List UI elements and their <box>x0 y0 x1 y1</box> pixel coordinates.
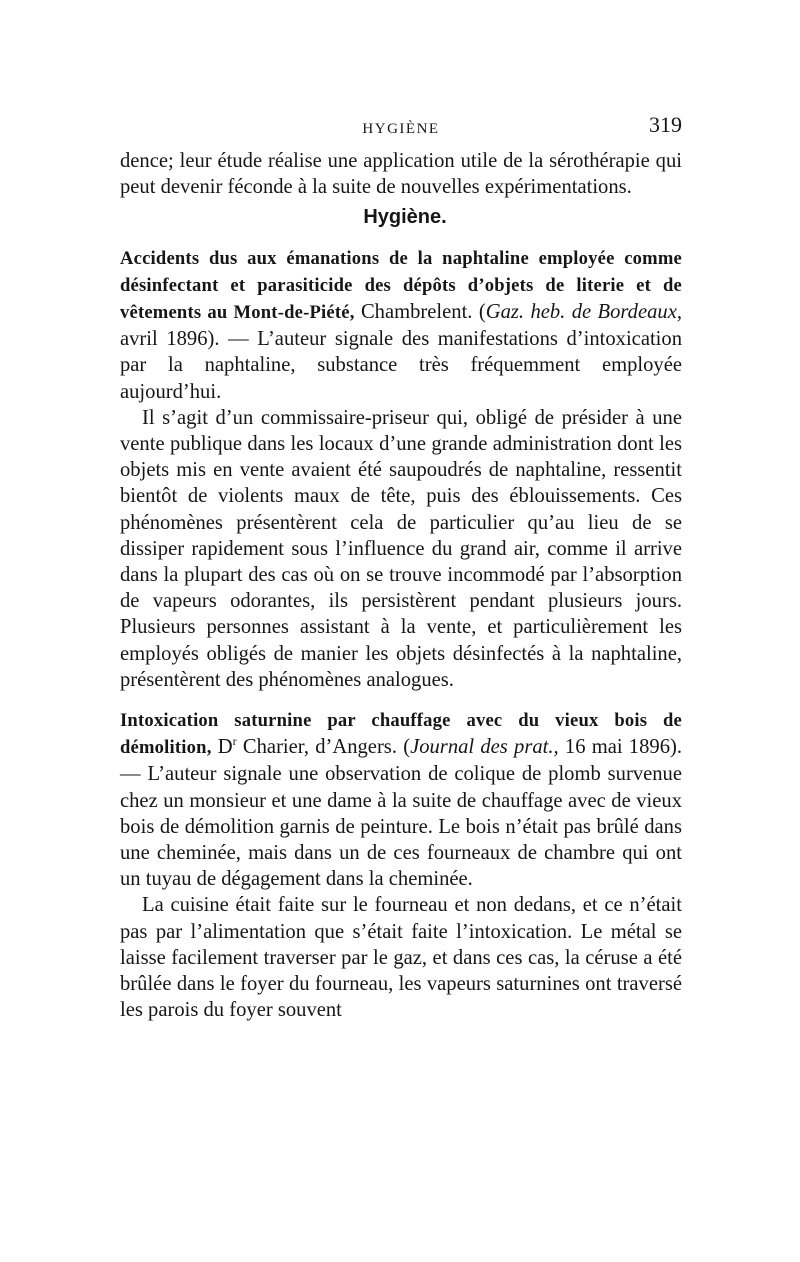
running-title: HYGIÈNE <box>362 121 440 137</box>
article-title: Accidents dus aux émanations de la naphtaline employée comme désinfectant et parasiticide des dépôts d’objets de literie et de vêtements au Mont-de-Piété, <box>120 247 682 324</box>
page-header <box>120 112 682 142</box>
article-naphtaline <box>120 245 682 405</box>
author-name: Charier, d’Angers. <box>236 736 397 759</box>
article-saturnine <box>120 707 682 892</box>
article-author: Chambrelent. <box>360 301 473 324</box>
source-journal: Gaz. heb. de Bordeaux, <box>485 301 682 324</box>
article-title: Intoxication saturnine par chauffage avec du vieux bois de démolition, <box>120 710 682 759</box>
continuation-paragraph: dence; leur étude réalise une application utile de la sérothérapie qui peut devenir féconde à la suite de nouvelles expérimentations. <box>120 150 682 199</box>
article-paragraph: La cuisine était faite sur le fourneau et non dedans, et ce n’était pas par l’alimentation que s’était faite l’intoxication. Le métal se laisse facilement traverser par le gaz, et dans ces cas, la céruse a été brûlée dans le foyer du fourneau, les vapeurs saturnines ont traversé les parois du foyer souvent <box>120 894 682 1022</box>
article-body: 16 mai 1896). — L’auteur signale une observation de colique de plomb survenue chez un monsieur et une dame à la suite de chauffage avec de vieux bois de démolition garnis de peinture. Le bois n’était pas brûlé dans une cheminée, mais dans un de ces fourneaux de chambre qui ont un tuyau de dégagement dans la cheminée. <box>120 736 683 891</box>
source-open-paren: ( <box>478 301 486 324</box>
section-title: Hygiène. <box>363 206 447 229</box>
source-journal: Journal des prat., <box>410 736 559 759</box>
article-paragraph: Il s’agit d’un commissaire-priseur qui, obligé de présider à une vente publique dans les locaux d’une grande administration dont les objets mis en vente avaient été saupoudrés de naphtaline, ressentit bientôt de violents maux de tête, puis des éblouissements. Ces phénomènes présentèrent cela de particulier qu’au lieu de se dissiper rapidement sous l’influence du grand air, comme il arrive dans la plupart des cas où on se trouve incommodé par l’absorption de vapeurs odorantes, ils persistèrent pendant plusieurs jours. Plusieurs personnes assistant à la vente, et particulièrement les employés obligés de manier les objets désinfectés à la naphtaline, présentèrent des phénomènes analogues. <box>120 406 682 691</box>
article-body: avril 1896). — L’auteur signale des manifestations d’intoxication par la naphtaline, substance très fréquemment employée aujourd’hui. <box>120 328 682 403</box>
author-prefix: D <box>217 736 233 759</box>
source-open-paren: ( <box>403 736 411 759</box>
page-number: 319 <box>649 112 682 137</box>
author-superscript: r <box>232 734 237 749</box>
